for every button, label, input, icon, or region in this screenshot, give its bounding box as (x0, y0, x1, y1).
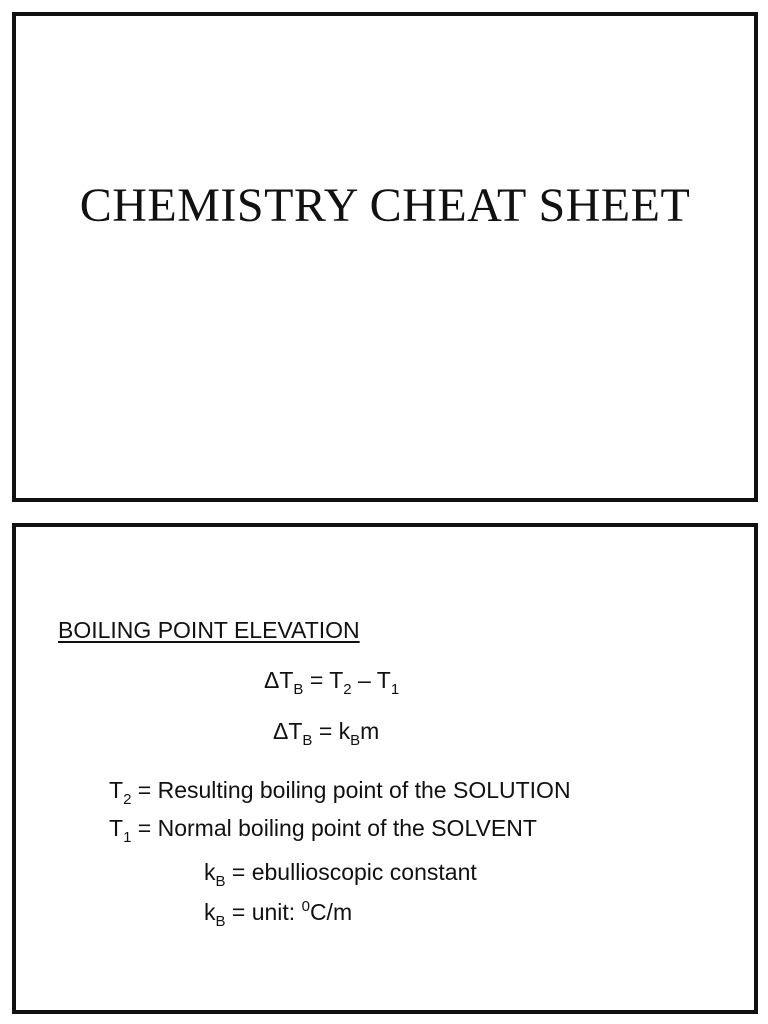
boiling-point-slide (12, 523, 758, 1014)
symbol-k: k (204, 859, 216, 885)
subscript-2: 2 (343, 681, 352, 698)
equation-delta-t-kbm (273, 716, 380, 749)
title-slide (12, 12, 758, 502)
equation-delta-t-difference (264, 665, 400, 698)
subscript-b: B (350, 732, 361, 749)
page-title: CHEMISTRY CHEAT SHEET (79, 179, 691, 232)
definition-kb-unit (204, 897, 353, 930)
equation-k-text: = k (312, 718, 351, 744)
equation-t1-text: – T (351, 667, 391, 693)
equation-t2-text: = T (303, 667, 344, 693)
definition-text: = ebullioscopic constant (225, 859, 477, 885)
superscript-0: 0 (301, 898, 310, 915)
definition-kb (204, 857, 477, 890)
symbol-t: T (109, 815, 124, 841)
definition-text: = Normal boiling point of the SOLVENT (131, 815, 537, 841)
definition-t2 (109, 775, 571, 808)
subscript-b: B (302, 732, 313, 749)
subscript-2: 2 (123, 791, 132, 808)
unit-text: C/m (309, 899, 353, 925)
equation-delta-t-text: ΔT (273, 718, 303, 744)
subscript-b: B (215, 913, 226, 930)
definition-text: = Resulting boiling point of the SOLUTION (131, 777, 571, 803)
symbol-t: T (109, 777, 124, 803)
definition-t1 (109, 813, 537, 846)
subscript-1: 1 (123, 829, 132, 846)
definition-text: = unit: (225, 899, 302, 925)
symbol-k: k (204, 899, 216, 925)
equation-delta-t-text: ΔT (264, 667, 294, 693)
subscript-1: 1 (390, 681, 400, 698)
section-heading: BOILING POINT ELEVATION (58, 617, 360, 643)
subscript-b: B (293, 681, 304, 698)
equation-m-text: m (360, 718, 380, 744)
subscript-b: B (215, 873, 226, 890)
